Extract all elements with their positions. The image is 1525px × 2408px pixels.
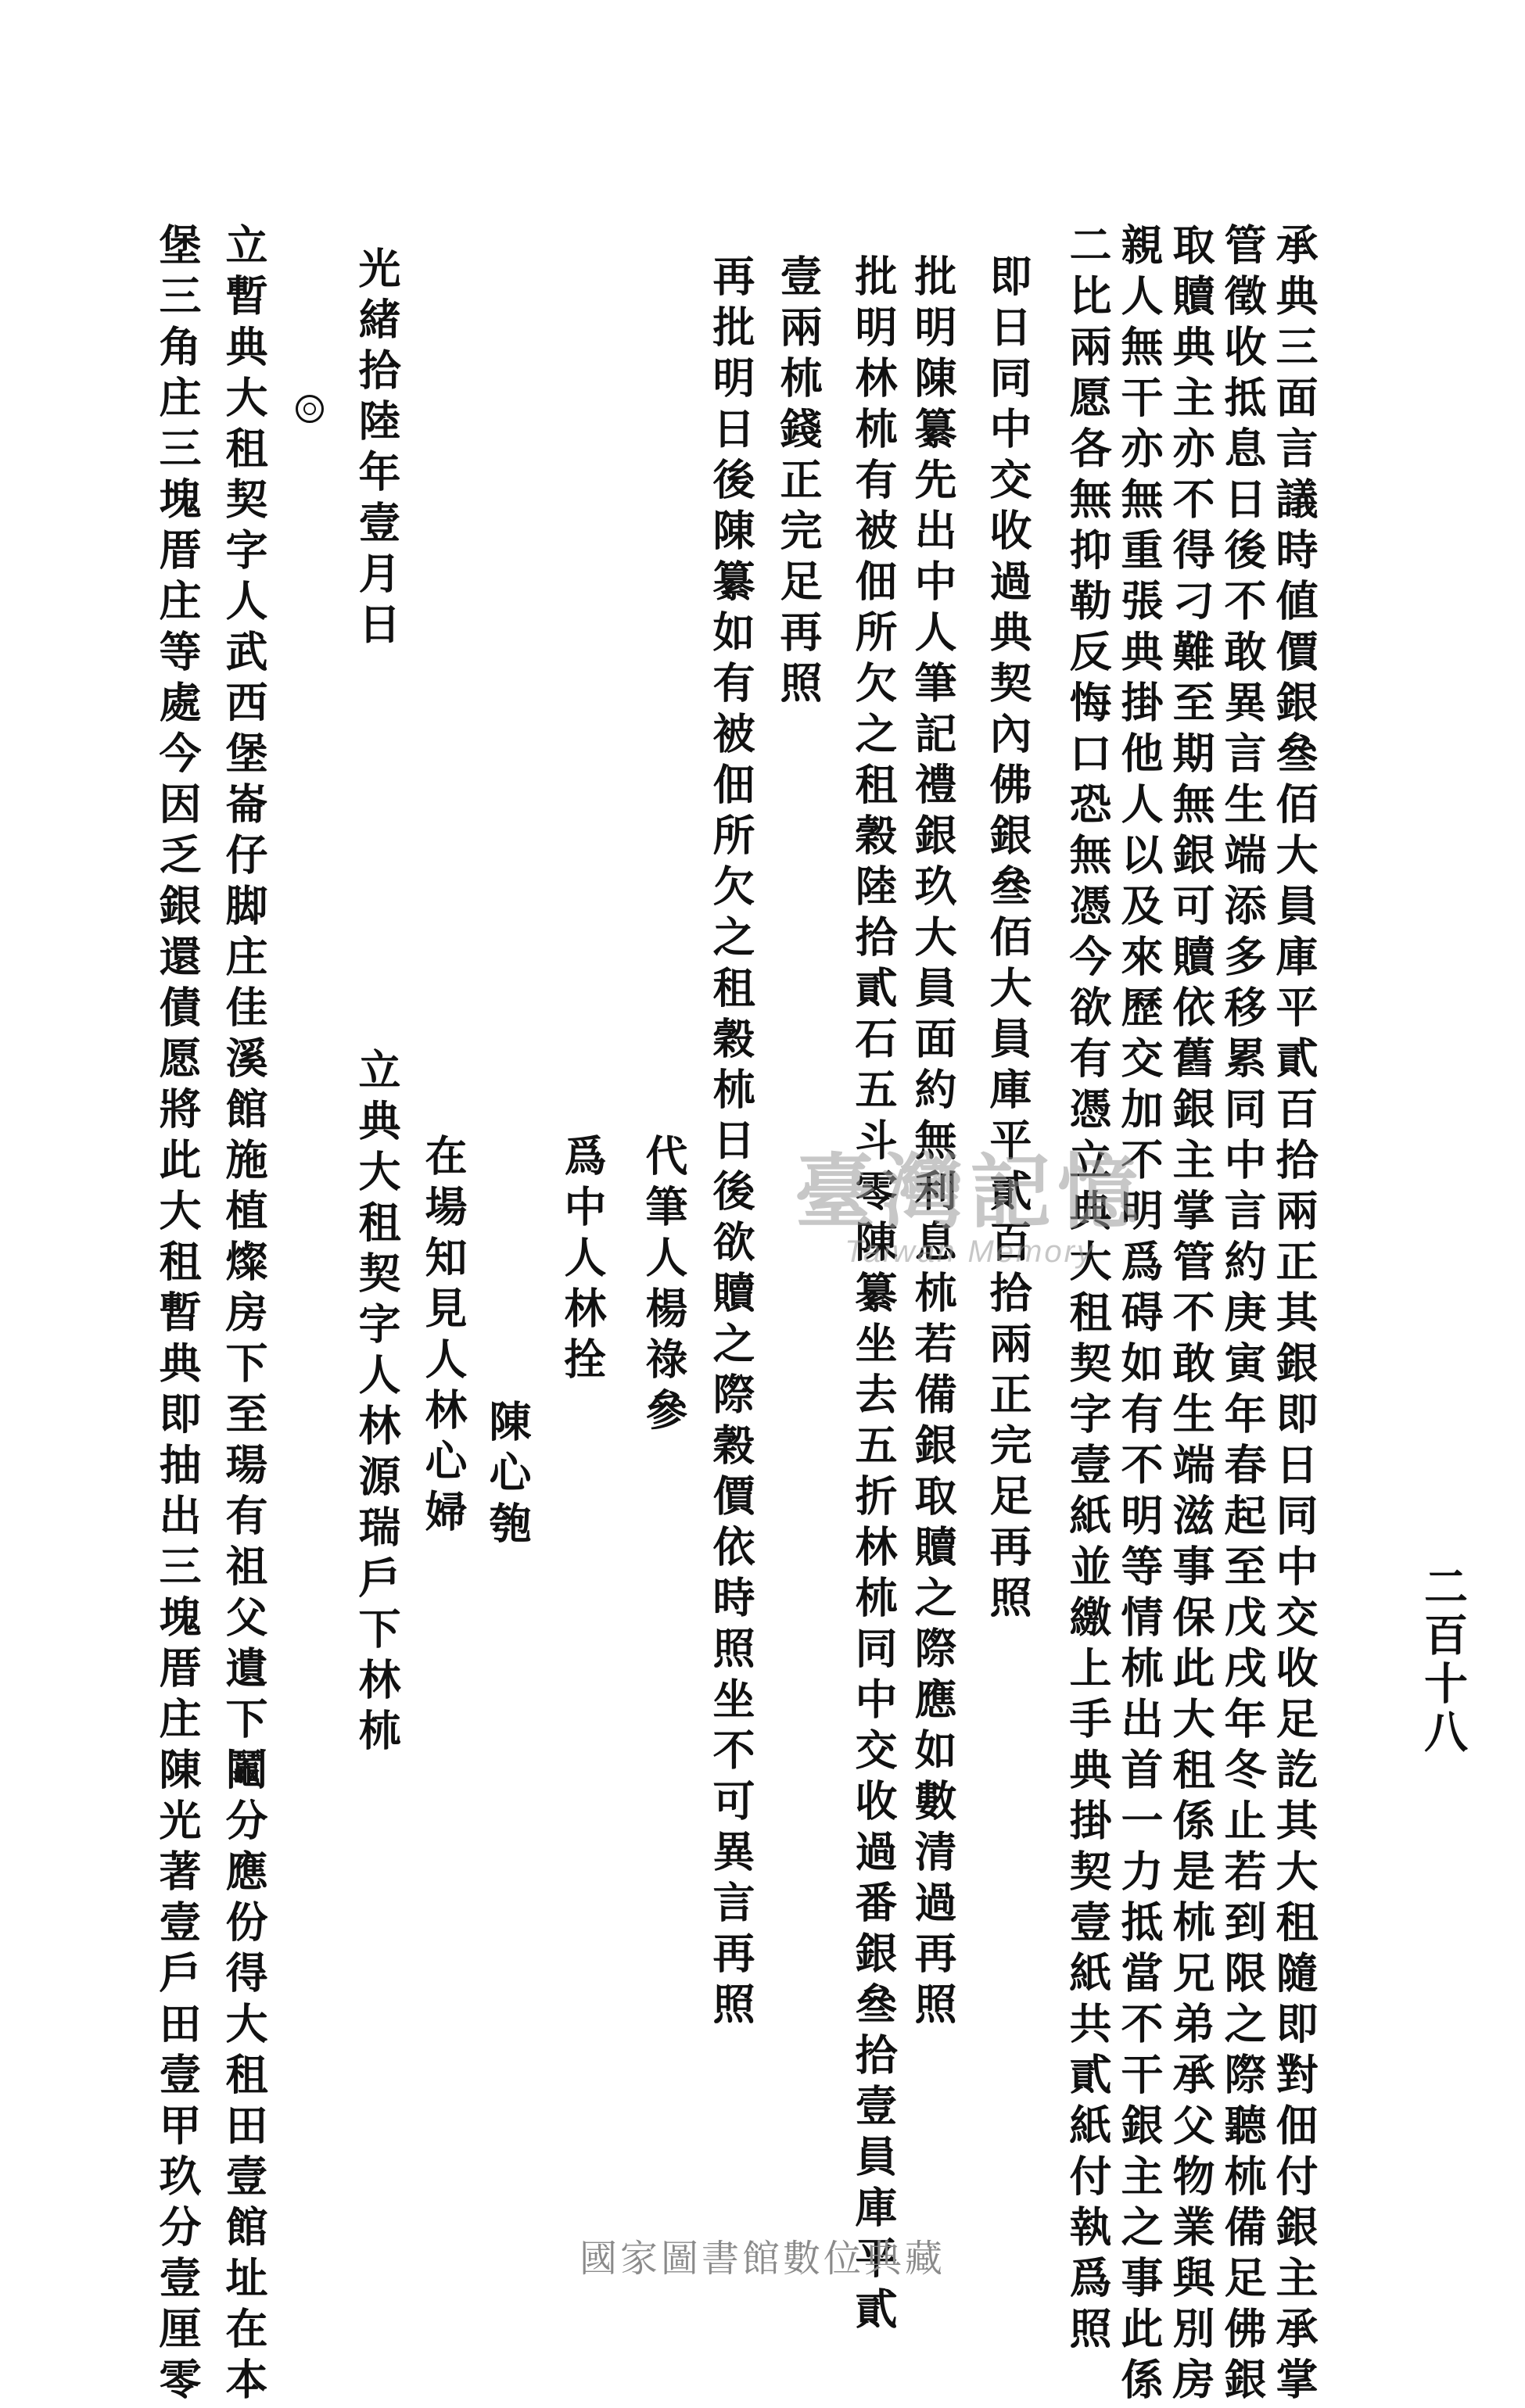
middleman-signature: 爲中人林拴 xyxy=(558,1134,608,1388)
watermark-logo xyxy=(774,1144,1165,1270)
deed-note-2: 批明陳纂先出中人筆記禮銀玖大員面約無利息𣏕若備銀取贖之際應如數清過再照 xyxy=(908,254,958,2033)
deed-note-3-continued: 壹兩𣏕錢正完足再照 xyxy=(773,254,824,711)
middleman-signature-1: 陳心匏 xyxy=(483,1399,533,1552)
bullseye-mark xyxy=(296,395,324,423)
deed-column-4: 親人無干亦無重張典掛他人以及來歷交加不明爲碍如有不明等情𣏕出首一力抵當不干銀主之事此係 xyxy=(1114,223,1164,2408)
deed-column-1: 承典三面言議時値價銀叄佰大員庫平貳百拾兩正其銀即日同中交收足訖其大租隨即對佃付銀主承掌 xyxy=(1269,223,1319,2408)
page-number: 二百十八 xyxy=(1417,1564,1469,1758)
date-line: 光緒拾陸年壹月日 xyxy=(352,246,402,653)
deed-column-3: 取贖典主亦不得刁難至期無銀可贖依舊銀主掌管不敢生端滋事保此大租係是𣏕兄弟承父物業與別房 xyxy=(1166,223,1216,2408)
witness-signature: 在場知見人林心婦 xyxy=(418,1134,468,1540)
deed-column-2: 管徵收抵息日後不敢異言生端添多移累同中言約庚寅年春起至戊戌年冬止若到限之際聽𣏕備足佛銀 xyxy=(1218,223,1268,2408)
second-deed-column-2: 堡三角庄三塊厝庄等處今因乏銀還債愿將此大租暫典即抽出三塊厝庄陳光著壹戶田壹甲玖分壹厘零 xyxy=(152,223,203,2408)
deed-note-3: 批明林𣏕有被佃所欠之租穀陸拾貳石五斗零陳纂坐去五折林𣏕同中交收過番銀叄拾壹員庫平貳 xyxy=(849,254,899,2338)
deed-note-4: 再批明日後陳纂如有被佃所欠之租穀𣏕日後欲贖之際穀價依時照坐不可異言再照 xyxy=(706,254,756,2033)
watermark-subtitle: Taiwan Memory xyxy=(845,1234,1095,1270)
grantor-signature: 立典大租契字人林源瑞戶下林𣏕 xyxy=(352,1048,402,1759)
second-deed-column-1: 立暫典大租契字人武西堡崙仔脚庄佳溪館施植燦房下至瑒有祖父遺下鬮分應份得大租田壹館址在本 xyxy=(219,223,269,2408)
footer-credit: 國家圖書館數位典藏 xyxy=(579,2237,946,2281)
watermark-title: 臺灣記憶 xyxy=(794,1144,1145,1240)
deed-note-1: 即日同中交收過典契內佛銀叄佰大員庫平貳百拾兩正完足再照 xyxy=(983,254,1033,1626)
deed-column-5: 二比兩愿各無抑勒反悔口恐無憑今欲有憑立典大租契字壹紙並繳上手典掛契壹紙共貳紙付執爲照 xyxy=(1063,223,1113,2357)
scribe-signature: 代筆人楊祿參 xyxy=(639,1134,689,1439)
